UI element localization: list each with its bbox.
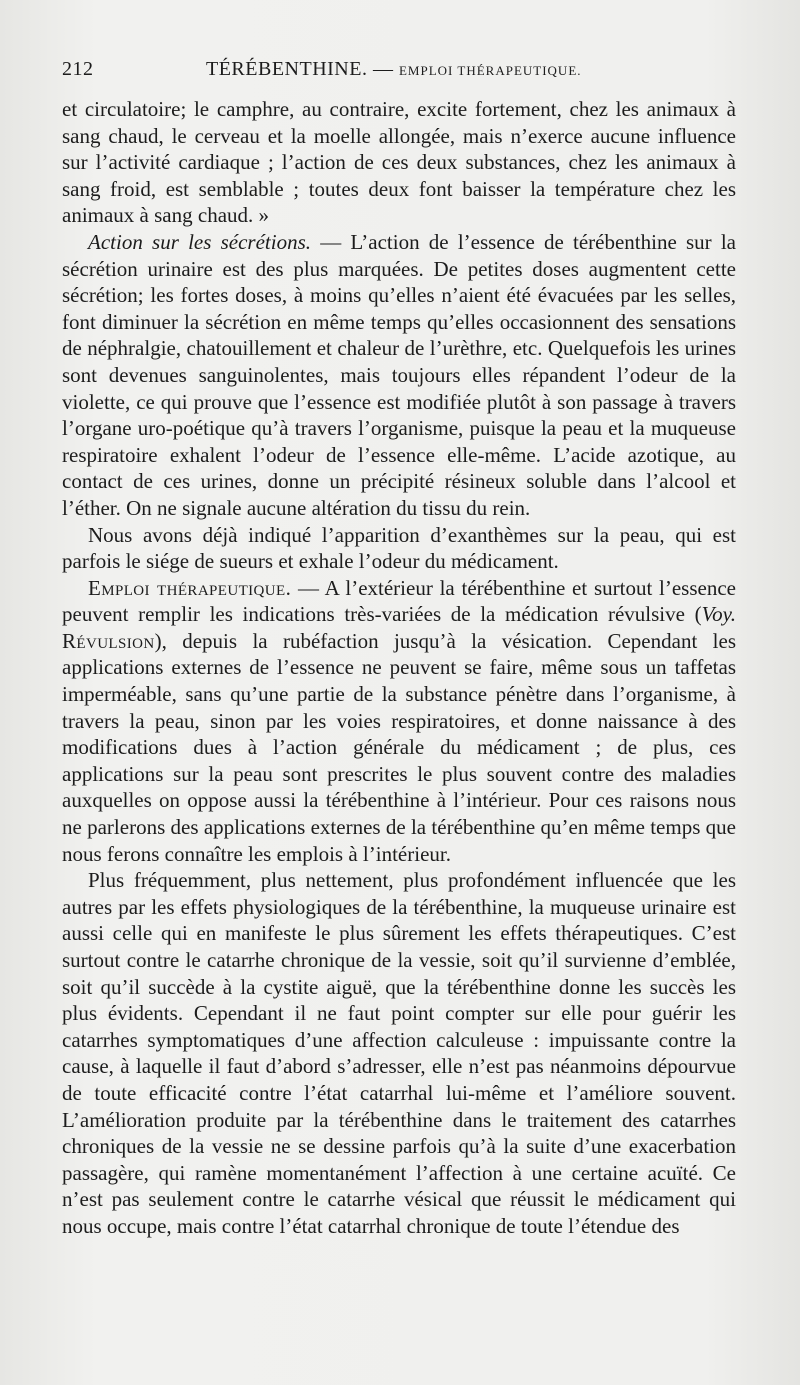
cross-ref-revulsion: Révulsion [62, 628, 155, 653]
section-heading-secretions: Action sur les sécrétions. [88, 229, 311, 254]
running-title-dash: — [367, 58, 399, 80]
paragraph-4 [62, 575, 736, 868]
cross-ref-voy: Voy. [701, 602, 736, 627]
running-title-section: EMPLOI THÉRAPEUTIQUE. [398, 63, 582, 78]
body-text [62, 96, 736, 1240]
paragraph-5: Plus fréquemment, plus nettement, plus profondément influencée que les autres par les effets physiologiques de la térébenthine, la muqueuse urinaire est aussi celle qui en manifeste le plus sûrement les effets thérapeutiques. C’est surtout contre le catarrhe chronique de la vessie, soit qu’il survienne d’emblée, soit qu’il succède à la cystite aiguë, que la térébenthine donne les succès les plus évidents. Cependant il ne faut point compter sur elle pour guérir les catarrhes symptomatiques d’une affection calculeuse : impuissante contre la cause, à laquelle il faut d’abord s’adresser, elle n’est pas néanmoins dépourvue de toute efficacité contre l’état catarrhal lui-même et l’améliore souvent. L’amélioration produite par la térébenthine dans le traitement des catarrhes chroniques de la vessie ne se dessine parfois qu’à la suite d’une exacerbation passagère, qui ramène momentanément l’affection à une certaine acuïté. Ce n’est pas seulement contre le catarrhe vésical que réussit le médicament qui nous occupe, mais contre l’état catarrhal chronique de toute l’étendue des [62, 868, 736, 1238]
running-header [62, 58, 736, 88]
page-number: 212 [62, 58, 94, 80]
paragraph-4-text-b: ), depuis la rubéfaction jusqu’à la vésication. Cependant les applications externes de l’essence ne peuvent se faire, même sous un taffetas imperméable, sans qu’une partie de la substance pénètre dans l’organisme, à travers la peau, sinon par les voies respiratoires, et donne naissance à des modifications dues à l’action générale du médicament ; de plus, ces applications sur la peau sont prescrites le plus souvent contre des maladies auxquelles on oppose aussi la térébenthine à l’intérieur. Pour ces raisons nous ne parlerons des applications externes de la térébenthine qu’en même temps que nous ferons connaître les emplois à l’intérieur. [62, 628, 736, 866]
section-heading-emploi: Emploi thérapeutique. [88, 575, 292, 600]
paragraph-2 [62, 229, 736, 522]
paragraph-2-text: — L’action de l’essence de térébenthine sur la sécrétion urinaire est des plus marquées. De petites doses augmentent cette sécrétion; les fortes doses, à moins qu’elles n’aient été évacuées par les selles, font diminuer la sécrétion en même temps qu’elles occasionnent des sensations de néphralgie, chatouillement et chaleur de l’urèthre, etc. Quelquefois les urines sont devenues sanguinolentes, mais toujours elles répandent l’odeur de la violette, ce qui prouve que l’essence est modifiée plutôt à son passage à travers l’organe uro-poétique qu’à travers l’organisme, puisque la peau et la muqueuse respiratoire exhalent l’odeur de l’essence elle-même. L’acide azotique, au contact de ces urines, donne un précipité résineux soluble dans l’alcool et l’éther. On ne signale aucune altération du tissu du rein. [62, 229, 737, 520]
paragraph-4-text-a: — A l’extérieur la térébenthine et surtout l’essence peuvent remplir les indications très-variées de la médication révulsive ( [62, 575, 736, 627]
paragraph-1: et circulatoire; le camphre, au contraire, excite fortement, chez les animaux à sang chaud, le cerveau et la moelle allongée, mais n’exerce aucune influence sur l’activité cardiaque ; l’action de ces deux substances, chez les animaux à sang froid, est semblable ; toutes deux font baisser la température chez les animaux à sang chaud. » [62, 97, 736, 228]
paragraph-3: Nous avons déjà indiqué l’apparition d’exanthèmes sur la peau, qui est parfois le siége de sueurs et exhale l’odeur du médicament. [62, 522, 736, 574]
running-title [206, 58, 582, 81]
running-title-main: TÉRÉBENTHINE. [206, 58, 368, 80]
